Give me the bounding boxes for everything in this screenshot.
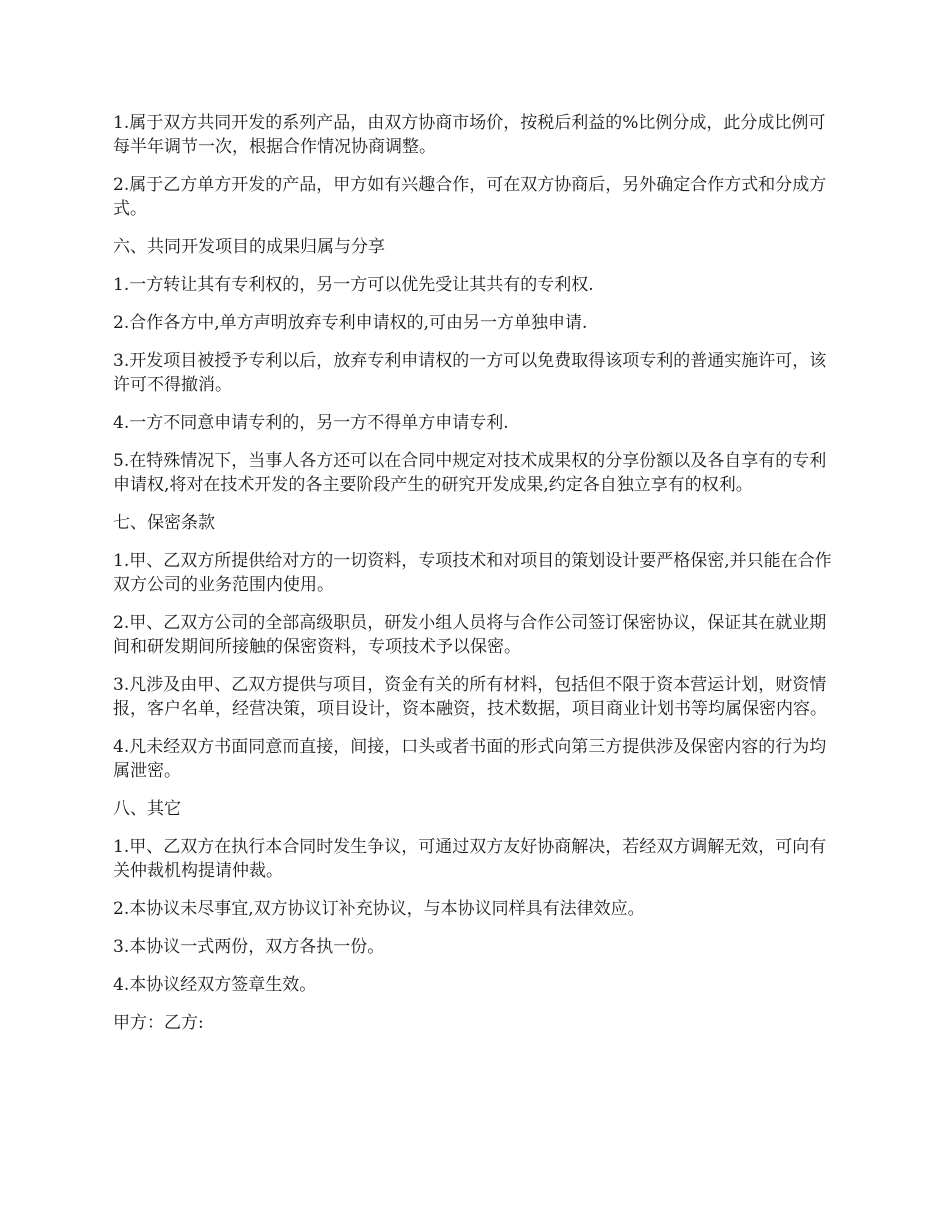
paragraph-confidential-staff: 2.甲、乙双方公司的全部高级职员，研发小组人员将与合作公司签订保密协议，保证其在就业期间和研发期间所接触的保密资料，专项技术予以保密。 <box>113 613 827 657</box>
paragraph-copies: 3.本协议一式两份，双方各执一份。 <box>113 937 385 957</box>
paragraph-patent-waiver: 2.合作各方中,单方声明放弃专利申请权的,可由另一方单独申请. <box>113 313 588 333</box>
signature-line: 甲方：乙方: <box>113 1013 204 1033</box>
paragraph-special-cases: 5.在特殊情况下，当事人各方还可以在合同中规定对技术成果权的分享份额以及各自享有的专利申请权,将对在技术开发的各主要阶段产生的研究开发成果,约定各自独立享有的权利。 <box>113 451 827 495</box>
paragraph-patent-disagree: 4.一方不同意申请专利的，另一方不得单方申请专利. <box>113 413 509 433</box>
document-page <box>113 111 837 1049</box>
paragraph-supplement: 2.本协议未尽事宜,双方协议订补充协议，与本协议同样具有法律效应。 <box>113 899 645 919</box>
section-heading-six: 六、共同开发项目的成果归属与分享 <box>113 237 385 257</box>
paragraph-confidential-breach: 4.凡未经双方书面同意而直接，间接，口头或者书面的形式向第三方提供涉及保密内容的行为均属泄密。 <box>113 737 827 781</box>
paragraph-patent-license: 3.开发项目被授予专利以后，放弃专利申请权的一方可以免费取得该项专利的普通实施许可，该许可不得撤消。 <box>113 351 827 395</box>
paragraph-confidential-materials: 1.甲、乙双方所提供给对方的一切资料，专项技术和对项目的策划设计要严格保密,并只能在合作双方公司的业务范围内使用。 <box>113 551 832 595</box>
paragraph-confidential-scope: 3.凡涉及由甲、乙双方提供与项目，资金有关的所有材料，包括但不限于资本营运计划，财资情报，客户名单，经营决策，项目设计，资本融资，技术数据，项目商业计划书等均属保密内容。 <box>113 675 827 719</box>
paragraph-patent-transfer: 1.一方转让其有专利权的，另一方可以优先受让其共有的专利权. <box>113 275 594 295</box>
paragraph-effective: 4.本协议经双方签章生效。 <box>113 975 317 995</box>
section-heading-seven: 七、保密条款 <box>113 513 215 533</box>
section-heading-eight: 八、其它 <box>113 799 181 819</box>
paragraph-dispute: 1.甲、乙双方在执行本合同时发生争议，可通过双方友好协商解决，若经双方调解无效，可向有关仲裁机构提请仲裁。 <box>113 837 827 881</box>
paragraph-profit-share-single: 2.属于乙方单方开发的产品，甲方如有兴趣合作，可在双方协商后，另外确定合作方式和分成方式。 <box>113 175 827 219</box>
paragraph-profit-share-joint: 1.属于双方共同开发的系列产品，由双方协商市场价，按税后利益的%比例分成，此分成比例可每半年调节一次，根据合作情况协商调整。 <box>113 113 826 157</box>
